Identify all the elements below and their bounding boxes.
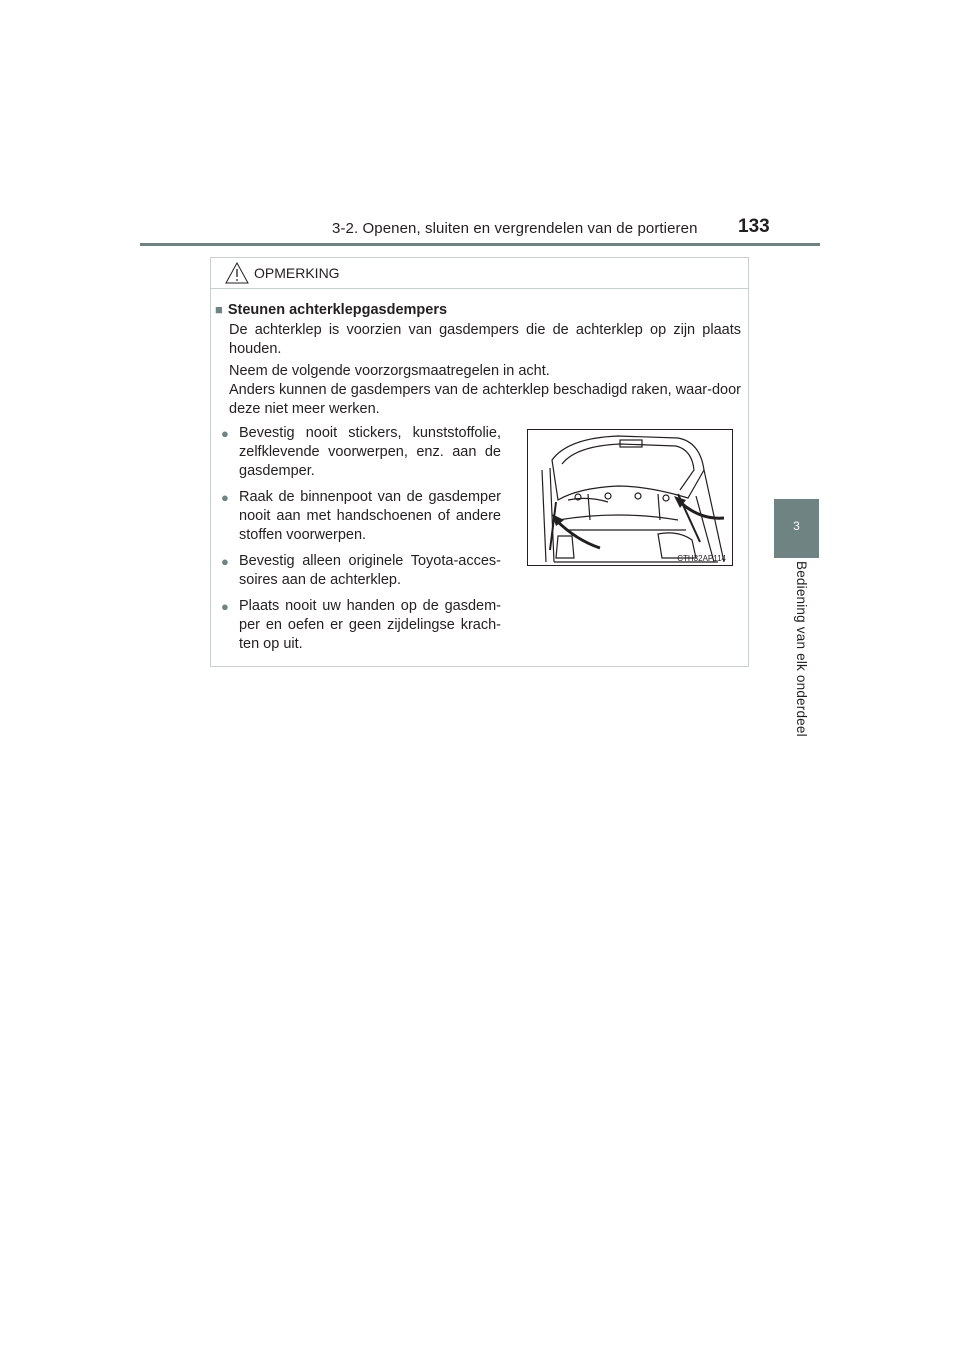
paragraph-1: De achterklep is voorzien van gasdempers die de achterklep op zijn plaats houden. (229, 322, 741, 357)
list-item (221, 424, 501, 481)
list-item-text: Bevestig nooit stickers, kunststoffolie, zelfklevende voorwerpen, enz. aan de gasdemper. (239, 425, 501, 479)
caution-header (211, 258, 748, 289)
section-heading-text: Steunen achterklepgasdempers (227, 302, 448, 318)
circle-bullet-icon: ● (221, 599, 229, 614)
list-item (221, 552, 501, 590)
circle-bullet-icon: ● (221, 554, 229, 569)
paragraph-2: Neem de volgende voorzorgsmaatregelen in acht. (229, 363, 550, 379)
square-marker-icon: ■ (215, 302, 223, 317)
figure-code: CTH32AP114 (677, 554, 726, 563)
bullet-list (221, 424, 501, 661)
list-item (221, 488, 501, 545)
list-item (221, 597, 501, 654)
tailgate-illustration (527, 429, 733, 566)
circle-bullet-icon: ● (221, 426, 229, 441)
page-number: 133 (738, 216, 770, 237)
chapter-number: 3 (793, 519, 800, 533)
list-item-text: Raak de binnenpoot van de gasdemper nooit aan met handschoenen of andere stoffen voorwerpen. (239, 489, 501, 543)
list-item-text: Bevestig alleen originele Toyota-acces-soires aan de achterklep. (239, 553, 501, 588)
header-rule (140, 243, 820, 246)
section-title: 3-2. Openen, sluiten en vergrendelen van de portieren (332, 220, 698, 237)
list-item-text: Plaats nooit uw handen op de gasdem-per en oefen er geen zijdelingse krach-ten op uit. (239, 598, 501, 652)
warning-triangle-icon (225, 262, 249, 284)
caution-box (210, 257, 749, 667)
circle-bullet-icon: ● (221, 490, 229, 505)
section-heading (215, 302, 447, 318)
caution-label: OPMERKING (254, 265, 340, 281)
paragraph-3: Anders kunnen de gasdempers van de achterklep beschadigd raken, waar-door deze niet meer werken. (229, 382, 741, 417)
tailgate-drawing (528, 430, 733, 566)
chapter-title: Bediening van elk onderdeel (794, 561, 809, 737)
chapter-tab (774, 499, 819, 558)
